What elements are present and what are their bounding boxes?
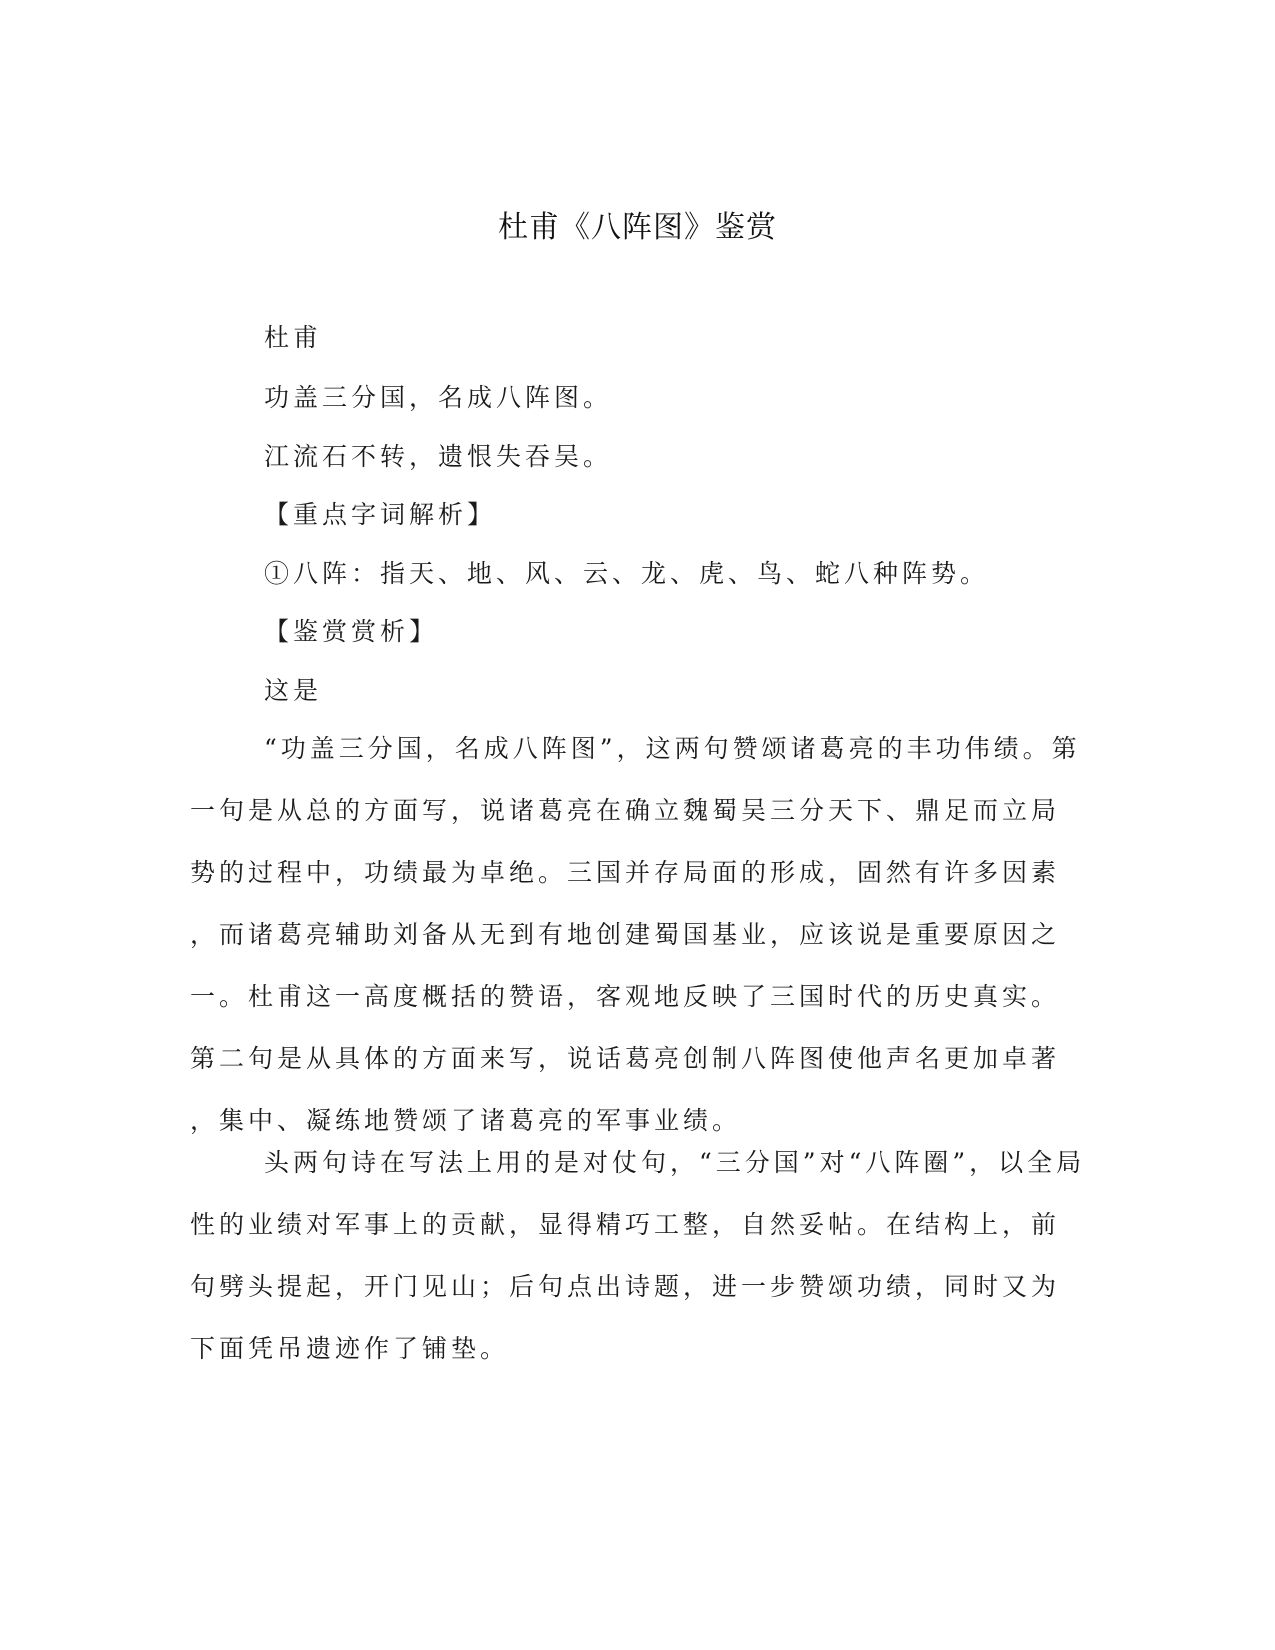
paragraph-1 [190,718,1080,1152]
paragraph-1-line: ，集中、凝练地赞颂了诸葛亮的军事业绩。 [190,1106,742,1135]
paragraph-1-line: ，而诸葛亮辅助刘备从无到有地创建蜀国基业，应该说是重要原因之 [190,920,1061,949]
paragraph-1-line: 一。杜甫这一高度概括的赞语，客观地反映了三国时代的历史真实。 [190,982,1061,1011]
paragraph-2-line: 下面凭吊遗迹作了铺垫。 [190,1334,510,1363]
section-heading-appreciation: 【鉴赏赏析】 [264,617,439,646]
document-title: 杜甫《八阵图》鉴赏 [498,210,777,245]
poem-line-2: 江流石不转，遗恨失吞吴。 [264,442,613,471]
keyword-note: ①八阵：指天、地、风、云、龙、虎、鸟、蛇八种阵势。 [264,559,990,588]
paragraph-2 [190,1132,1086,1380]
poem-line-1: 功盖三分国，名成八阵图。 [264,383,613,412]
section-heading-keywords: 【重点字词解析】 [264,500,497,529]
paragraph-2-line: 性的业绩对军事上的贡献，显得精巧工整，自然妥帖。在结构上，前 [190,1210,1061,1239]
paragraph-2-line: 句劈头提起，开门见山；后句点出诗题，进一步赞颂功绩，同时又为 [190,1272,1061,1301]
paragraph-2-line: 头两句诗在写法上用的是对仗句，“三分国”对“八阵圈”，以全局 [264,1148,1086,1177]
author-line: 杜甫 [264,323,323,352]
paragraph-1-line: 势的过程中，功绩最为卓绝。三国并存局面的形成，固然有许多因素 [190,858,1061,887]
paragraph-1-line: 一句是从总的方面写，说诸葛亮在确立魏蜀吴三分天下、鼎足而立局 [190,796,1061,825]
paragraph-1-line: 第二句是从具体的方面来写，说话葛亮创制八阵图使他声名更加卓著 [190,1044,1061,1073]
intro-fragment: 这是 [264,676,323,705]
paragraph-1-line: “功盖三分国，名成八阵图”，这两句赞颂诸葛亮的丰功伟绩。第 [264,734,1081,763]
